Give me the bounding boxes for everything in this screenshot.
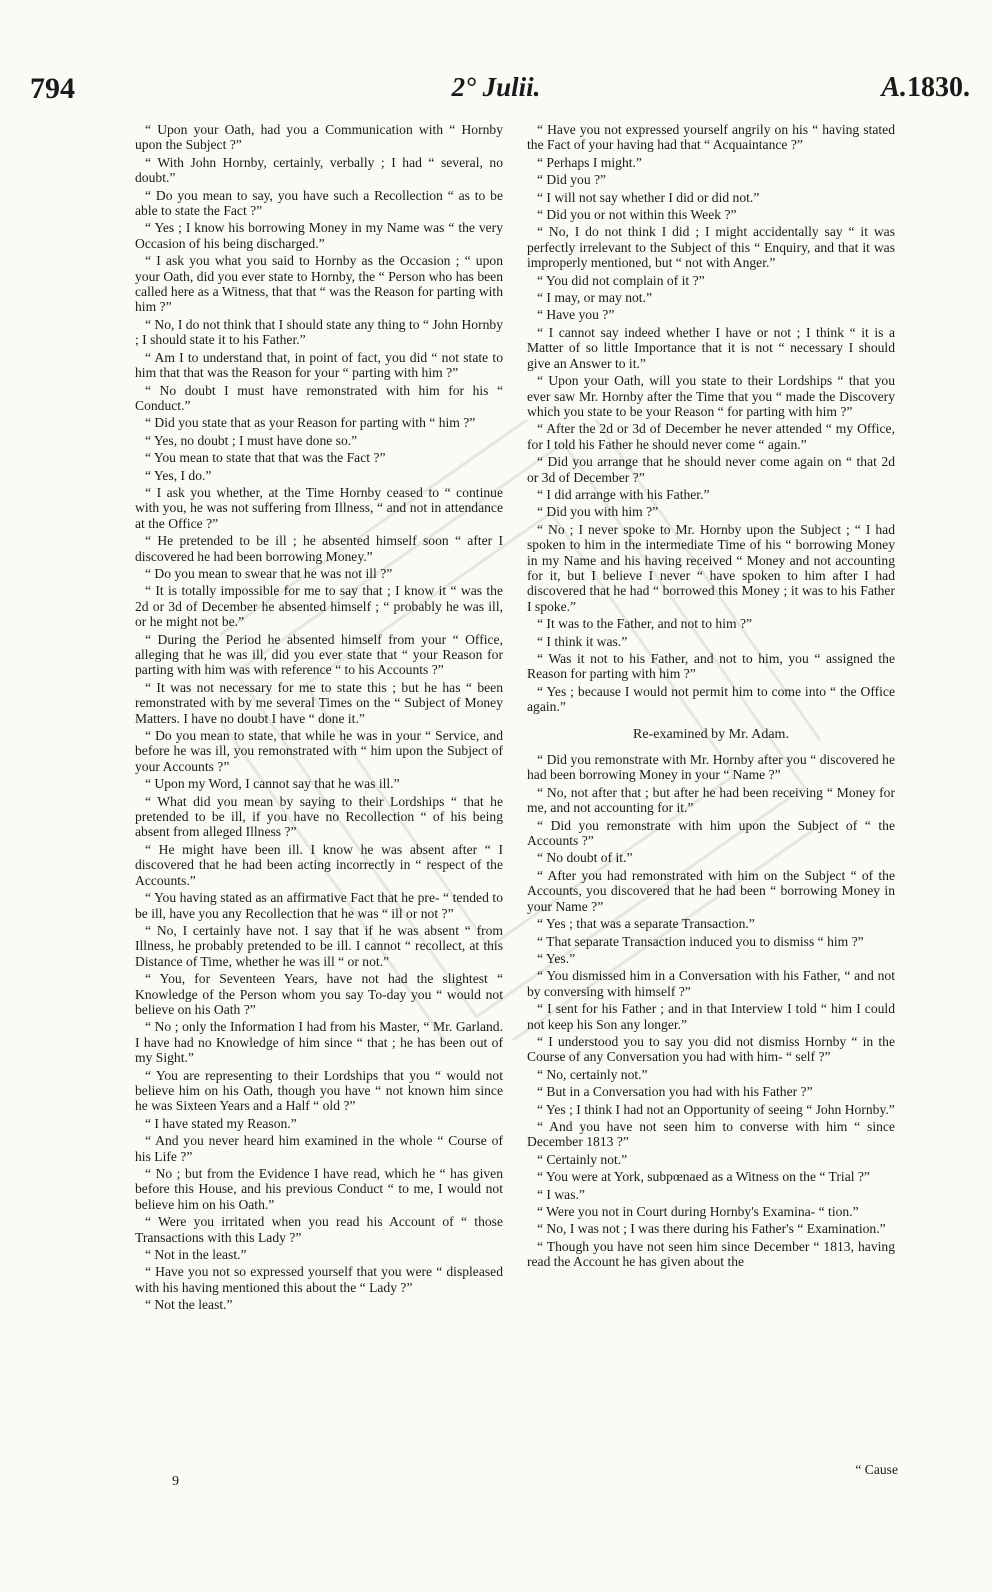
testimony-paragraph: “ Have you not so expressed yourself that you were “ displeased with his having mentioned this about the “ Lady ?” — [135, 1264, 503, 1295]
testimony-paragraph: “ Yes.” — [537, 950, 576, 966]
testimony-paragraph: “ Did you ?” — [537, 172, 607, 188]
testimony-paragraph: “ Did you remonstrate with Mr. Hornby after you “ discovered he had been borrowing Money in your “ Name ?” — [527, 752, 895, 783]
page-number: 794 — [30, 72, 75, 105]
testimony-paragraph: “ And you never heard him examined in the whole “ Course of his Life ?” — [135, 1133, 503, 1164]
testimony-paragraph: “ I cannot say indeed whether I have or not ; I think “ it is a Matter of so little Importance that it is not “ necessary I should give an Answer to it.” — [527, 324, 895, 371]
testimony-paragraph: “ No, I was not ; I was there during his Father's “ Examination.” — [537, 1221, 886, 1237]
testimony-paragraph: “ He pretended to be ill ; he absented himself soon “ after I discovered he had been borrowing Money.” — [135, 533, 503, 564]
testimony-paragraph: “ Yes, I do.” — [145, 467, 212, 483]
testimony-paragraph: “ He might have been ill. I know he was absent after “ I discovered that he had been acting incorrectly in “ respect of the Accounts.” — [135, 841, 503, 888]
testimony-paragraph: “ I think it was.” — [537, 633, 628, 649]
testimony-paragraph: “ Though you have not seen him since December “ 1813, having read the Account he has given about the — [527, 1238, 895, 1270]
testimony-paragraph: “ Did you or not within this Week ?” — [537, 207, 737, 223]
testimony-paragraph: “ Am I to understand that, in point of fact, you did “ not state to him that that was the Reason for your “ parting with him ?” — [135, 349, 503, 381]
testimony-paragraph: “ Were you irritated when you read his Account of “ those Transactions with this Lady ?” — [135, 1214, 503, 1245]
testimony-paragraph: “ Not in the least.” — [145, 1247, 247, 1263]
testimony-paragraph: “ No, not after that ; but after he had been receiving “ Money for me, and not accounting for it.” — [527, 784, 895, 816]
testimony-paragraph: “ Upon your Oath, will you state to their Lordships “ that you ever saw Mr. Hornby after the Time that you “ made the Discovery which you state to be your Reason “ for parting with him ?” — [527, 373, 895, 419]
testimony-paragraph: “ With John Hornby, certainly, verbally ; I had “ several, no doubt.” — [135, 154, 503, 186]
testimony-paragraph: “ After the 2d or 3d of December he never attended “ my Office, for I told his Father he should never come “ again.” — [527, 421, 895, 452]
testimony-paragraph: “ You are representing to their Lordships that you “ would not believe him on his Oath, though you have “ not known him since he was Sixteen Years and a Half “ old ?” — [135, 1067, 503, 1114]
testimony-paragraph: “ You, for Seventeen Years, have not had the slightest “ Knowledge of the Person whom you say To-day you “ would not believe on his Oath ?” — [135, 971, 503, 1017]
left-column — [135, 122, 503, 1315]
testimony-paragraph: “ Upon my Word, I cannot say that he was ill.” — [145, 776, 400, 792]
testimony-paragraph: “ What did you mean by saying to their Lordships “ that he pretended to be ill, if you have no Recollection “ of his being absent from alleged Illness ?” — [135, 793, 503, 840]
testimony-paragraph: “ Did you with him ?” — [537, 504, 659, 520]
testimony-paragraph: “ You dismissed him in a Conversation with his Father, “ and not by conversing with himself ?” — [527, 968, 895, 999]
testimony-paragraph: “ You having stated as an affirmative Fact that he pre- “ tended to be ill, have you any Recollection that he was “ ill or not ?” — [135, 890, 503, 921]
testimony-paragraph: “ Have you ?” — [537, 307, 615, 323]
testimony-paragraph: “ I ask you whether, at the Time Hornby ceased to “ continue with you, he was not suffering from Illness, “ and not in attendance at the Office ?” — [135, 484, 503, 531]
testimony-paragraph: “ Do you mean to say, you have such a Recollection “ as to be able to state the Fact ?” — [135, 187, 503, 219]
testimony-paragraph: “ Perhaps I might.” — [537, 154, 642, 170]
testimony-paragraph: “ I did arrange with his Father.” — [537, 486, 710, 502]
journal-letter: A. — [881, 72, 907, 103]
testimony-paragraph: “ You mean to state that that was the Fact ?” — [145, 450, 386, 466]
testimony-paragraph: “ But in a Conversation you had with his Father ?” — [537, 1084, 813, 1100]
signature-mark: 9 — [172, 1474, 179, 1489]
testimony-paragraph: “ No doubt I must have remonstrated with him for his “ Conduct.” — [135, 382, 503, 413]
testimony-paragraph: “ It is totally impossible for me to say that ; I know it “ was the 2d or 3d of December he absented himself ; “ probably he was ill, or he might not be.” — [135, 583, 503, 630]
testimony-paragraph: “ I have stated my Reason.” — [145, 1115, 297, 1131]
testimony-paragraph: “ That separate Transaction induced you to dismiss “ him ?” — [537, 933, 864, 949]
testimony-paragraph: “ Did you state that as your Reason for parting with “ him ?” — [145, 415, 476, 431]
testimony-paragraph: “ No ; I never spoke to Mr. Hornby upon the Subject ; “ I had spoken to him in the intermediate Time of his “ borrowing Money in my Name and his having received “ Money and not accounting for it, but I believe I never “ have spoken to him after I had discovered that he had “ borrowed this Money ; it was to his Father I spoke.” — [527, 521, 895, 614]
testimony-paragraph: “ Certainly not.” — [537, 1151, 628, 1167]
testimony-paragraph: “ Did you remonstrate with him upon the Subject of “ the Accounts ?” — [527, 817, 895, 849]
testimony-paragraph: “ No, I do not think that I should state any thing to “ John Hornby ; I should state it to his Father.” — [135, 316, 503, 348]
testimony-paragraph: “ You did not complain of it ?” — [537, 272, 705, 288]
testimony-paragraph: “ I ask you what you said to Hornby as the Occasion ; “ upon your Oath, did you ever state to Hornby, the “ Person who has been called here as a Witness, that that “ was the Reason for parting with him ?” — [135, 253, 503, 315]
testimony-paragraph: “ After you had remonstrated with him on the Subject “ of the Accounts, you discovered that he had been “ borrowing Money in your Name ?” — [527, 867, 895, 914]
testimony-paragraph: “ Have you not expressed yourself angrily on his “ having stated the Fact of your having had that “ Acquaintance ?” — [527, 122, 895, 153]
testimony-paragraph: “ During the Period he absented himself from your “ Office, alleging that he was ill, did you ever state that “ your Reason for parting with him was with reference “ to his Accounts ?” — [135, 631, 503, 678]
testimony-paragraph: “ You were at York, subpœnaed as a Witness on the “ Trial ?” — [537, 1169, 870, 1185]
testimony-paragraph: “ Not the least.” — [145, 1297, 233, 1313]
catchword: “ Cause — [855, 1462, 898, 1477]
testimony-paragraph: “ Did you arrange that he should never come again on “ that 2d or 3d of December ?” — [527, 454, 895, 485]
testimony-paragraph: “ And you have not seen him to converse with him “ since December 1813 ?” — [527, 1118, 895, 1150]
session-date: 2° Julii. — [451, 72, 541, 102]
testimony-paragraph: “ Was it not to his Father, and not to him, you “ assigned the Reason for parting with him ?” — [527, 651, 895, 682]
testimony-paragraph: “ Do you mean to state, that while he was in your “ Service, and before he was ill, you remonstrated with “ him upon the Subject of your Accounts ?” — [135, 728, 503, 774]
testimony-paragraph: “ I understood you to say you did not dismiss Hornby “ in the Course of any Conversation you had with him- “ self ?” — [527, 1033, 895, 1065]
testimony-paragraph: “ Yes, no doubt ; I must have done so.” — [145, 432, 358, 448]
journal-reference — [881, 72, 970, 104]
testimony-paragraph: “ I may, or may not.” — [537, 290, 653, 306]
testimony-paragraph: “ No, I certainly have not. I say that if he was absent “ from Illness, he probably pretended to be ill. I cannot “ recollect, at this Distance of Time, whether he was ill “ or not.” — [135, 922, 503, 969]
testimony-paragraph: “ Do you mean to swear that he was not ill ?” — [145, 565, 393, 581]
testimony-paragraph: “ No, I do not think I did ; I might accidentally say “ it was perfectly irrelevant to the Subject of this “ Enquiry, and that it was improperly mentioned, but “ not with Anger.” — [527, 224, 895, 271]
page-header — [0, 72, 992, 112]
testimony-paragraph: “ Upon your Oath, had you a Communication with “ Hornby upon the Subject ?” — [135, 122, 503, 153]
testimony-paragraph: “ Yes ; because I would not permit him to come into “ the Office again.” — [527, 683, 895, 715]
testimony-paragraph: “ No ; only the Information I had from his Master, “ Mr. Garland. I have had no Knowledge of him since “ that ; he has been out of my Sight.” — [135, 1019, 503, 1066]
journal-year: 1830. — [907, 72, 970, 103]
testimony-paragraph: “ It was not necessary for me to state this ; but he has “ been remonstrated with by me several Times on the “ Subject of Money Matters. I have no doubt I have “ done it.” — [135, 679, 503, 726]
testimony-paragraph: “ Yes ; I think I had not an Opportunity of seeing “ John Hornby.” — [537, 1101, 895, 1117]
testimony-paragraph: “ I will not say whether I did or did not.” — [537, 189, 760, 205]
section-heading: Re-examined by Mr. Adam. — [633, 726, 789, 742]
right-column — [527, 122, 895, 1272]
testimony-paragraph: “ Yes ; I know his borrowing Money in my Name was “ the very Occasion of his being discharged.” — [135, 220, 503, 251]
testimony-paragraph: “ I sent for his Father ; and in that Interview I told “ him I could not keep his Son any longer.” — [527, 1001, 895, 1032]
testimony-paragraph: “ It was to the Father, and not to him ?” — [537, 616, 753, 632]
testimony-paragraph: “ Yes ; that was a separate Transaction.” — [537, 916, 755, 932]
testimony-paragraph: “ No, certainly not.” — [537, 1066, 648, 1082]
testimony-paragraph: “ No doubt of it.” — [537, 850, 633, 866]
testimony-paragraph: “ No ; but from the Evidence I have read, which he “ has given before this House, and his previous Conduct “ to me, I would not believe him on his Oath.” — [135, 1166, 503, 1212]
testimony-paragraph: “ Were you not in Court during Hornby's Examina- “ tion.” — [537, 1204, 859, 1219]
testimony-paragraph: “ I was.” — [537, 1186, 585, 1202]
